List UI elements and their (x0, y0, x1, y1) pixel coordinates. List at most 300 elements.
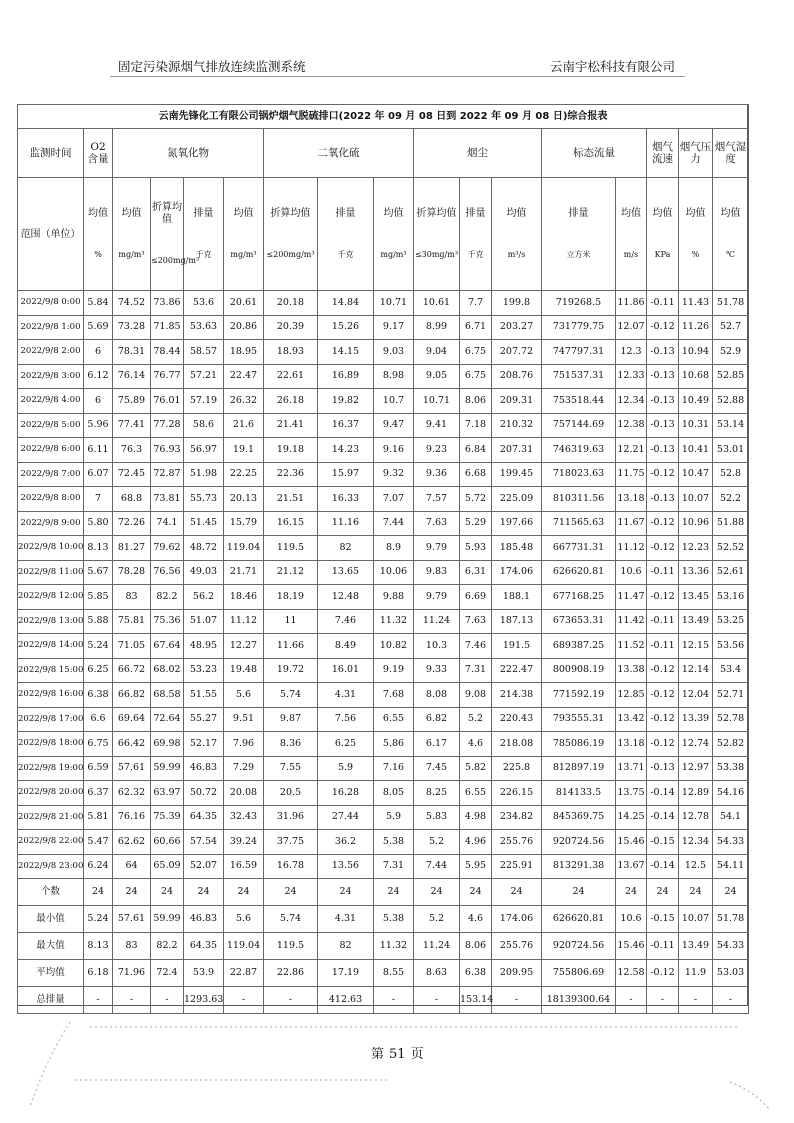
sub-header-label: 均值 (652, 207, 673, 219)
value-cell: 73.86 (151, 291, 184, 316)
value-cell: 8.06 (460, 389, 492, 414)
time-cell: 2022/9/8 7:00 (18, 462, 84, 487)
value-cell: 6.25 (84, 658, 113, 683)
sub-header-unit: 千克 (467, 250, 484, 260)
sub-header-label: 均值 (88, 207, 108, 219)
value-cell: 6.55 (460, 781, 492, 806)
time-cell: 2022/9/8 22:00 (18, 830, 84, 855)
value-cell: 51.98 (184, 462, 224, 487)
value-cell: 119.5 (264, 536, 318, 561)
value-cell: 412.63 (318, 987, 374, 1014)
value-cell: 4.98 (460, 805, 492, 830)
value-cell: -0.14 (647, 781, 679, 806)
value-cell: 719268.5 (542, 291, 616, 316)
value-cell: 6.11 (84, 438, 113, 463)
value-cell: 16.89 (318, 364, 374, 389)
value-cell: 11.86 (616, 291, 647, 316)
value-cell: 209.95 (492, 960, 542, 987)
sub-header-row (18, 178, 749, 291)
value-cell: 10.06 (374, 560, 414, 585)
value-cell: 7.46 (460, 634, 492, 659)
value-cell: 52.88 (713, 389, 749, 414)
table-row (18, 413, 749, 438)
value-cell: 6.24 (84, 854, 113, 879)
value-cell: 10.94 (679, 340, 713, 365)
value-cell: 6.25 (318, 732, 374, 757)
value-cell: 812897.19 (542, 756, 616, 781)
header-flow: 标态流量 (542, 129, 647, 178)
value-cell: 5.93 (460, 536, 492, 561)
value-cell: 75.89 (113, 389, 151, 414)
value-cell: 51.88 (713, 511, 749, 536)
value-cell: 26.32 (224, 389, 264, 414)
sub-header-cell (460, 178, 492, 291)
value-cell: 9.79 (414, 585, 460, 610)
value-cell: 75.81 (113, 609, 151, 634)
value-cell: 814133.5 (542, 781, 616, 806)
value-cell: 9.23 (414, 438, 460, 463)
table-row (18, 340, 749, 365)
value-cell: 10.7 (374, 389, 414, 414)
header-nox: 氮氧化物 (113, 129, 264, 178)
sub-header-unit: % (691, 250, 700, 260)
value-cell: 208.76 (492, 364, 542, 389)
value-cell: - (414, 987, 460, 1014)
value-cell: 18.95 (224, 340, 264, 365)
value-cell: 58.57 (184, 340, 224, 365)
value-cell: 207.72 (492, 340, 542, 365)
value-cell: 72.26 (113, 511, 151, 536)
time-cell: 2022/9/8 16:00 (18, 683, 84, 708)
value-cell: 9.51 (224, 707, 264, 732)
value-cell: 22.36 (264, 462, 318, 487)
value-cell: 82.2 (151, 585, 184, 610)
value-cell: 51.78 (713, 291, 749, 316)
value-cell: 62.32 (113, 781, 151, 806)
value-cell: 24 (113, 879, 151, 906)
value-cell: 11.26 (679, 315, 713, 340)
value-cell: 11.47 (616, 585, 647, 610)
value-cell: 24 (414, 879, 460, 906)
sub-header-label: 折算均值 (270, 207, 311, 219)
value-cell: 76.16 (113, 805, 151, 830)
value-cell: 57.61 (113, 756, 151, 781)
value-cell: 153.14 (460, 987, 492, 1014)
value-cell: 76.56 (151, 560, 184, 585)
value-cell: 6.31 (460, 560, 492, 585)
value-cell: -0.13 (647, 756, 679, 781)
value-cell: 83 (113, 585, 151, 610)
value-cell: 225.09 (492, 487, 542, 512)
value-cell: 36.2 (318, 830, 374, 855)
value-cell: 7.63 (414, 511, 460, 536)
value-cell: 673653.31 (542, 609, 616, 634)
header-right: 云南宇松科技有限公司 (550, 59, 676, 74)
value-cell: 7.96 (224, 732, 264, 757)
value-cell: 13.36 (679, 560, 713, 585)
value-cell: 74.52 (113, 291, 151, 316)
value-cell: 6.07 (84, 462, 113, 487)
value-cell: 19.48 (224, 658, 264, 683)
value-cell: 52.52 (713, 536, 749, 561)
value-cell: 11.24 (414, 609, 460, 634)
value-cell: 66.72 (113, 658, 151, 683)
value-cell: 22.47 (224, 364, 264, 389)
sub-header-cell (264, 178, 318, 291)
time-cell: 2022/9/8 8:00 (18, 487, 84, 512)
value-cell: 13.71 (616, 756, 647, 781)
value-cell: 5.74 (264, 683, 318, 708)
value-cell: 13.67 (616, 854, 647, 879)
value-cell: 12.14 (679, 658, 713, 683)
sub-header-cell (492, 178, 542, 291)
value-cell: 800908.19 (542, 658, 616, 683)
value-cell: 24 (713, 879, 749, 906)
value-cell: 9.16 (374, 438, 414, 463)
value-cell: 5.96 (84, 413, 113, 438)
value-cell: 51.78 (713, 906, 749, 933)
value-cell: 11.24 (414, 933, 460, 960)
sub-header-spacer (374, 219, 413, 249)
value-cell: -0.11 (647, 609, 679, 634)
value-cell: 174.06 (492, 560, 542, 585)
value-cell: 9.47 (374, 413, 414, 438)
sub-header-unit: m/s (623, 250, 639, 260)
value-cell: 64 (113, 854, 151, 879)
value-cell: 12.48 (318, 585, 374, 610)
value-cell: 222.47 (492, 658, 542, 683)
table-row (18, 658, 749, 683)
value-cell: -0.12 (647, 585, 679, 610)
value-cell: 5.74 (264, 906, 318, 933)
value-cell: -0.13 (647, 340, 679, 365)
value-cell: 255.76 (492, 830, 542, 855)
time-cell: 2022/9/8 2:00 (18, 340, 84, 365)
value-cell: 8.13 (84, 536, 113, 561)
time-cell: 2022/9/8 11:00 (18, 560, 84, 585)
value-cell: 54.11 (713, 854, 749, 879)
value-cell: - (713, 987, 749, 1014)
value-cell: 46.83 (184, 906, 224, 933)
value-cell: 57.19 (184, 389, 224, 414)
value-cell: 52.9 (713, 340, 749, 365)
value-cell: 7.07 (374, 487, 414, 512)
value-cell: 9.41 (414, 413, 460, 438)
value-cell: 225.8 (492, 756, 542, 781)
value-cell: 57.54 (184, 830, 224, 855)
sub-header-label: 折算均值 (416, 207, 457, 219)
value-cell: 8.99 (414, 315, 460, 340)
value-cell: 15.46 (616, 933, 647, 960)
value-cell: 8.49 (318, 634, 374, 659)
header-dust: 烟尘 (414, 129, 542, 178)
value-cell: 22.25 (224, 462, 264, 487)
value-cell: 52.2 (713, 487, 749, 512)
time-cell: 2022/9/8 13:00 (18, 609, 84, 634)
value-cell: -0.13 (647, 438, 679, 463)
table-row (18, 487, 749, 512)
header-time: 监测时间 (18, 129, 84, 178)
value-cell: 4.96 (460, 830, 492, 855)
value-cell: 6.6 (84, 707, 113, 732)
value-cell: 20.18 (264, 291, 318, 316)
value-cell: 5.83 (414, 805, 460, 830)
value-cell: 16.37 (318, 413, 374, 438)
value-cell: 234.82 (492, 805, 542, 830)
sub-header-unit: KPa (654, 250, 671, 260)
value-cell: 46.83 (184, 756, 224, 781)
value-cell: 72.64 (151, 707, 184, 732)
time-cell: 2022/9/8 18:00 (18, 732, 84, 757)
value-cell: 8.25 (414, 781, 460, 806)
summary-row (18, 987, 749, 1014)
value-cell: 54.16 (713, 781, 749, 806)
header-scope: 范围（单位） (18, 178, 84, 291)
value-cell: - (374, 987, 414, 1014)
value-cell: 18139300.64 (542, 987, 616, 1014)
value-cell: 255.76 (492, 933, 542, 960)
value-cell: 7.68 (374, 683, 414, 708)
value-cell: 7.31 (374, 854, 414, 879)
value-cell: 13.45 (679, 585, 713, 610)
value-cell: 11.32 (374, 933, 414, 960)
sub-header-spacer (414, 219, 459, 249)
value-cell: 187.13 (492, 609, 542, 634)
value-cell: 18.19 (264, 585, 318, 610)
time-cell: 2022/9/8 20:00 (18, 781, 84, 806)
table-row (18, 536, 749, 561)
time-cell: 2022/9/8 6:00 (18, 438, 84, 463)
value-cell: -0.13 (647, 364, 679, 389)
header-rule (110, 76, 685, 77)
sub-header-cell (616, 178, 647, 291)
value-cell: 8.08 (414, 683, 460, 708)
table-row (18, 756, 749, 781)
value-cell: 13.75 (616, 781, 647, 806)
value-cell: 5.69 (84, 315, 113, 340)
value-cell: 54.33 (713, 933, 749, 960)
value-cell: 56.2 (184, 585, 224, 610)
value-cell: 6.69 (460, 585, 492, 610)
sub-header-cell (318, 178, 374, 291)
value-cell: 5.67 (84, 560, 113, 585)
header-velocity: 烟气流速 (647, 129, 679, 178)
value-cell: 10.6 (616, 906, 647, 933)
value-cell: 58.6 (184, 413, 224, 438)
value-cell: 9.04 (414, 340, 460, 365)
value-cell: 13.39 (679, 707, 713, 732)
value-cell: 18.46 (224, 585, 264, 610)
sub-header-cell (647, 178, 679, 291)
value-cell: 810311.56 (542, 487, 616, 512)
table-row (18, 462, 749, 487)
value-cell: 82 (318, 536, 374, 561)
value-cell: 24 (318, 879, 374, 906)
value-cell: 12.23 (679, 536, 713, 561)
value-cell: 4.6 (460, 906, 492, 933)
value-cell: 9.19 (374, 658, 414, 683)
value-cell: -0.14 (647, 854, 679, 879)
value-cell: 210.32 (492, 413, 542, 438)
value-cell: 8.9 (374, 536, 414, 561)
value-cell: 15.26 (318, 315, 374, 340)
value-cell: - (84, 987, 113, 1014)
value-cell: 689387.25 (542, 634, 616, 659)
sub-header-unit: 千克 (195, 250, 212, 260)
value-cell: 20.61 (224, 291, 264, 316)
value-cell: -0.12 (647, 536, 679, 561)
value-cell: 12.78 (679, 805, 713, 830)
value-cell: 10.07 (679, 487, 713, 512)
value-cell: 5.86 (374, 732, 414, 757)
value-cell: -0.11 (647, 291, 679, 316)
value-cell: 1293.63 (184, 987, 224, 1014)
value-cell: 5.38 (374, 830, 414, 855)
value-cell: 199.8 (492, 291, 542, 316)
value-cell: 27.44 (318, 805, 374, 830)
value-cell: 16.33 (318, 487, 374, 512)
sub-header-label: 均值 (506, 207, 527, 219)
time-cell: 2022/9/8 23:00 (18, 854, 84, 879)
sub-header-unit: mg/m³ (380, 250, 407, 260)
value-cell: 64.35 (184, 933, 224, 960)
value-cell: 5.2 (414, 830, 460, 855)
value-cell: 185.48 (492, 536, 542, 561)
summary-label: 平均值 (18, 960, 84, 987)
value-cell: 5.24 (84, 906, 113, 933)
value-cell: 24 (542, 879, 616, 906)
value-cell: - (679, 987, 713, 1014)
value-cell: 8.06 (460, 933, 492, 960)
value-cell: 226.15 (492, 781, 542, 806)
value-cell: 13.38 (616, 658, 647, 683)
value-cell: 52.78 (713, 707, 749, 732)
value-cell: 711565.63 (542, 511, 616, 536)
value-cell: 6.55 (374, 707, 414, 732)
sub-header-spacer (460, 219, 491, 249)
value-cell: 7.44 (414, 854, 460, 879)
time-cell: 2022/9/8 12:00 (18, 585, 84, 610)
sub-header-spacer (318, 219, 373, 249)
value-cell: 9.08 (460, 683, 492, 708)
sub-header-spacer (679, 219, 712, 249)
value-cell: 9.17 (374, 315, 414, 340)
value-cell: 7.31 (460, 658, 492, 683)
value-cell: 53.23 (184, 658, 224, 683)
sub-header-unit: ≤200mg/m³ (151, 256, 200, 265)
page-number (371, 1043, 424, 1062)
value-cell: 9.03 (374, 340, 414, 365)
value-cell: 75.36 (151, 609, 184, 634)
value-cell: 24 (460, 879, 492, 906)
sub-header-unit: ≤200mg/m³ (266, 250, 315, 260)
sub-header-unit: ≤30mg/m³ (414, 250, 459, 260)
value-cell: 54.33 (713, 830, 749, 855)
sub-header-spacer (616, 219, 646, 249)
value-cell: 5.95 (460, 854, 492, 879)
title-row (18, 105, 749, 129)
summary-row (18, 906, 749, 933)
value-cell: 53.63 (184, 315, 224, 340)
value-cell: 10.68 (679, 364, 713, 389)
value-cell: 66.42 (113, 732, 151, 757)
value-cell: 20.08 (224, 781, 264, 806)
time-cell: 2022/9/8 19:00 (18, 756, 84, 781)
value-cell: 10.71 (374, 291, 414, 316)
value-cell: 5.38 (374, 906, 414, 933)
value-cell: - (151, 987, 184, 1014)
value-cell: 48.72 (184, 536, 224, 561)
page-suffix: 页 (410, 1047, 424, 1062)
value-cell: - (224, 987, 264, 1014)
value-cell: 6 (84, 389, 113, 414)
value-cell: 920724.56 (542, 933, 616, 960)
value-cell: 5.88 (84, 609, 113, 634)
table-row (18, 291, 749, 316)
header-humidity: 烟气湿度 (713, 129, 749, 178)
value-cell: 5.47 (84, 830, 113, 855)
value-cell: 12.34 (679, 830, 713, 855)
sub-header-cell (414, 178, 460, 291)
value-cell: 56.97 (184, 438, 224, 463)
value-cell: 119.04 (224, 536, 264, 561)
value-cell: 24 (647, 879, 679, 906)
value-cell: 8.55 (374, 960, 414, 987)
value-cell: 813291.38 (542, 854, 616, 879)
table-row (18, 364, 749, 389)
sub-header-spacer (224, 219, 263, 249)
value-cell: 5.85 (84, 585, 113, 610)
value-cell: 10.3 (414, 634, 460, 659)
value-cell: 16.01 (318, 658, 374, 683)
value-cell: 9.05 (414, 364, 460, 389)
table-row (18, 634, 749, 659)
value-cell: 16.28 (318, 781, 374, 806)
value-cell: -0.12 (647, 511, 679, 536)
value-cell: 8.36 (264, 732, 318, 757)
value-cell: 74.1 (151, 511, 184, 536)
value-cell: 13.18 (616, 487, 647, 512)
value-cell: 10.6 (616, 560, 647, 585)
value-cell: 5.2 (460, 707, 492, 732)
sub-header-spacer (542, 219, 615, 249)
value-cell: 12.89 (679, 781, 713, 806)
table-row (18, 732, 749, 757)
value-cell: 76.77 (151, 364, 184, 389)
sub-header-unit: m³/s (507, 250, 526, 260)
value-cell: 20.86 (224, 315, 264, 340)
value-cell: -0.15 (647, 830, 679, 855)
value-cell: 845369.75 (542, 805, 616, 830)
value-cell: 72.4 (151, 960, 184, 987)
table-row (18, 389, 749, 414)
header-left: 固定污染源烟气排放连续监测系统 (118, 59, 306, 74)
value-cell: -0.12 (647, 315, 679, 340)
value-cell: 753518.44 (542, 389, 616, 414)
value-cell: 667731.31 (542, 536, 616, 561)
value-cell: 68.58 (151, 683, 184, 708)
value-cell: 188.1 (492, 585, 542, 610)
value-cell: 53.14 (713, 413, 749, 438)
value-cell: 174.06 (492, 906, 542, 933)
value-cell: 12.21 (616, 438, 647, 463)
value-cell: 199.45 (492, 462, 542, 487)
value-cell: 626620.81 (542, 560, 616, 585)
value-cell: 16.15 (264, 511, 318, 536)
value-cell: 68.8 (113, 487, 151, 512)
value-cell: 4.31 (318, 683, 374, 708)
value-cell: - (113, 987, 151, 1014)
